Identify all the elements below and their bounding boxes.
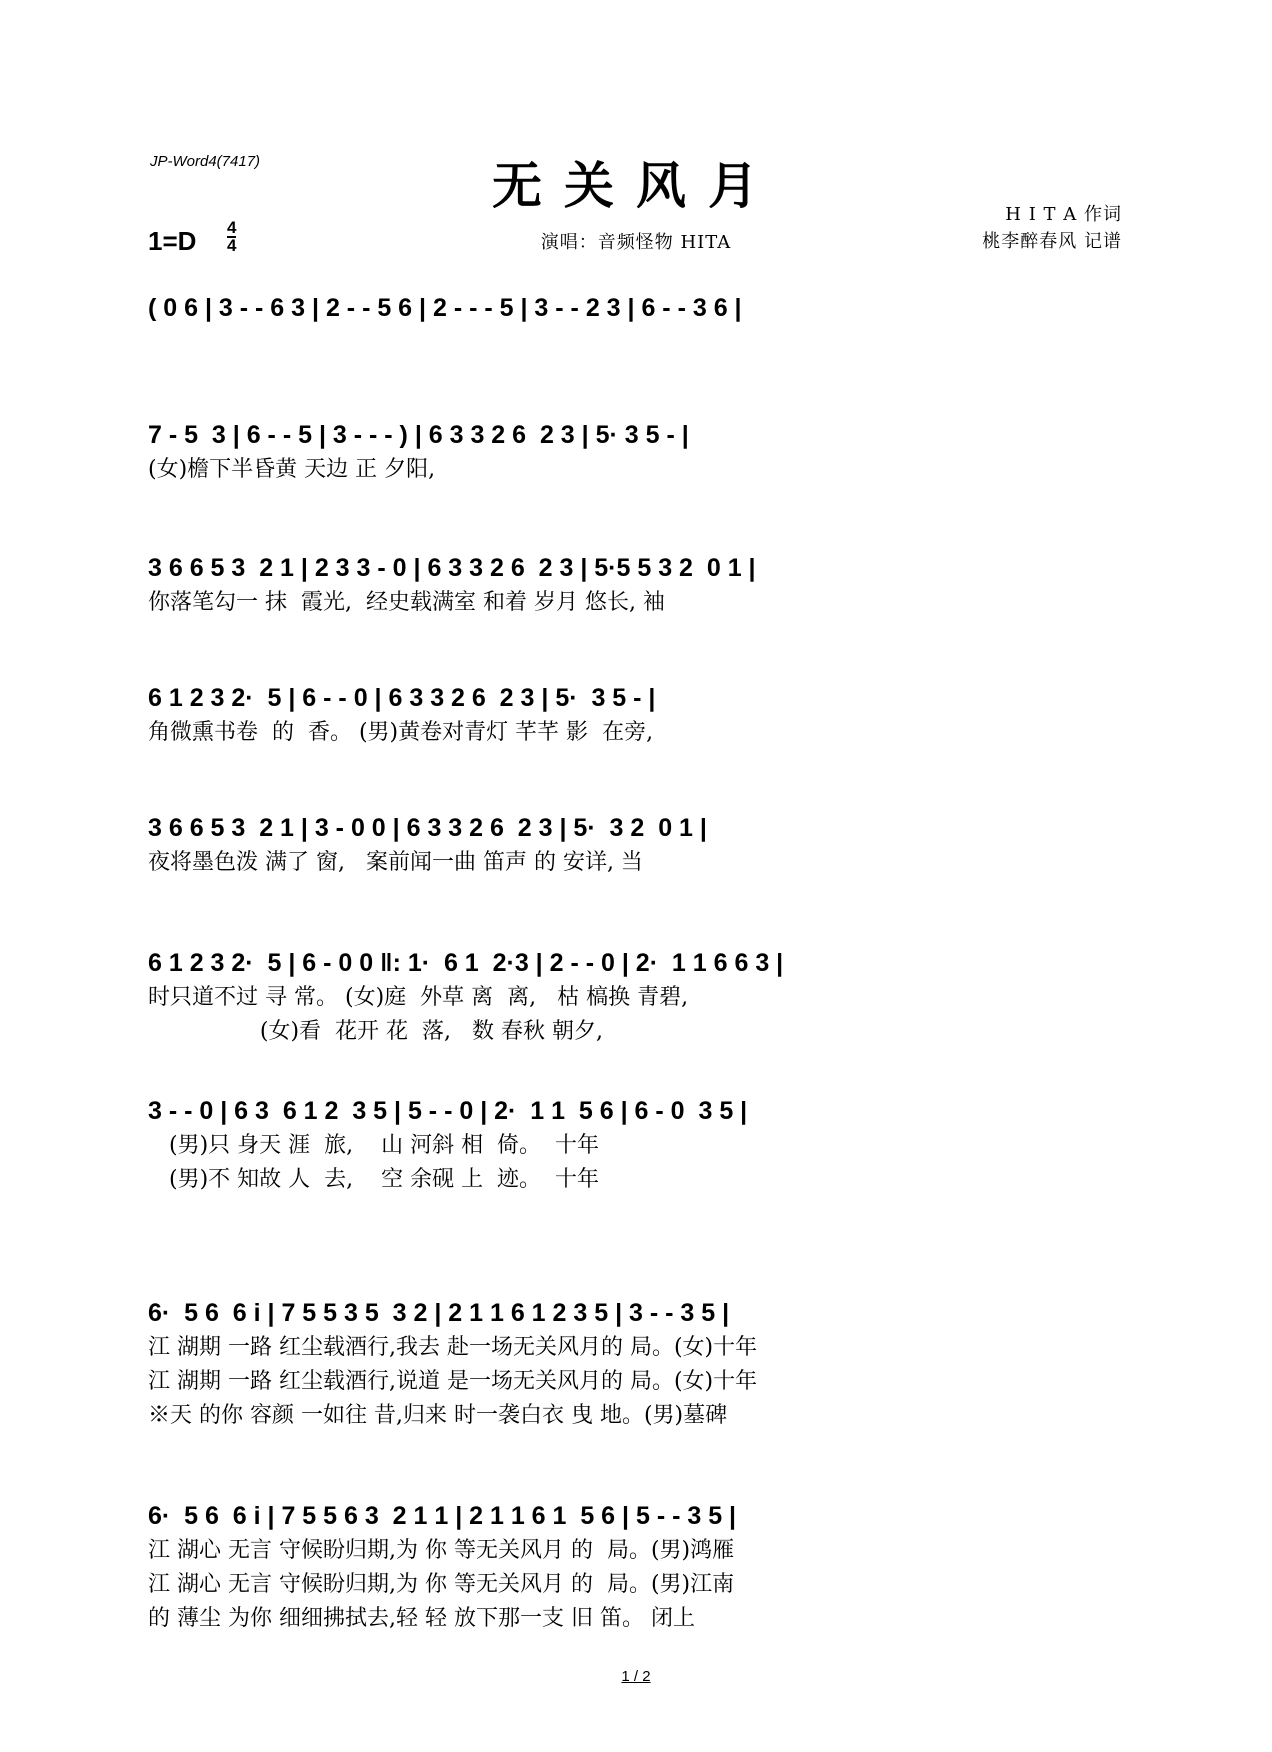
score-system xyxy=(148,1093,1128,1197)
lyric-line: 角微熏书卷 的 香。 (男)黄卷对青灯 芊芊 影 在旁, xyxy=(148,720,654,745)
score-system xyxy=(148,1295,1128,1433)
notation-line: 6 1 2 3 2· 5 | 6 - - 0 | 6 3 3 2 6 2 3 | 5· 3 5 - | xyxy=(148,684,656,712)
lyric-line: 江 湖心 无言 守候盼归期,为 你 等无关风月 的 局。(男)江南 xyxy=(148,1572,735,1597)
lyric-line: 的 薄尘 为你 细细拂拭去,轻 轻 放下那一支 旧 笛。 闭上 xyxy=(148,1606,695,1631)
song-title: 无关风月 xyxy=(492,156,780,215)
lyric-line: 你落笔勾一 抹 霞光, 经史载满室 和着 岁月 悠长, 袖 xyxy=(148,590,665,615)
score-system xyxy=(148,680,1128,750)
key-signature: 1=D xyxy=(148,226,197,256)
notation-line: 7 - 5 3 | 6 - - 5 | 3 - - - ) | 6 3 3 2 6 2 3 | 5· 3 5 - | xyxy=(148,421,689,449)
time-denominator: 4 xyxy=(227,236,237,255)
lyric-line: (男)只 身天 涯 旅, 山 河斜 相 倚。 十年 xyxy=(148,1133,600,1158)
time-numerator: 4 xyxy=(227,218,237,237)
score-system xyxy=(148,810,1128,880)
score-system xyxy=(148,290,1128,326)
lyric-line: (女)看 花开 花 落, 数 春秋 朝夕, xyxy=(148,1019,603,1044)
lyric-line: 江 湖期 一路 红尘载酒行,说道 是一场无关风月的 局。(女)十年 xyxy=(148,1369,758,1394)
page-number-text: 1 / 2 xyxy=(621,1668,651,1685)
lyric-line: 夜将墨色泼 满了 窗, 案前闻一曲 笛声 的 安详, 当 xyxy=(148,850,643,875)
lyric-line: 时只道不过 寻 常。 (女)庭 外草 离 离, 枯 槁换 青碧, xyxy=(148,985,689,1010)
score-system xyxy=(148,1498,1128,1636)
notation-line: 6· 5 6 6 i | 7 5 5 3 5 3 2 | 2 1 1 6 1 2 3 5 | 3 - - 3 5 | xyxy=(148,1299,730,1327)
lyric-line: (女)檐下半昏黄 天边 正 夕阳, xyxy=(148,457,436,482)
notation-line: 3 6 6 5 3 2 1 | 2 3 3 - 0 | 6 3 3 2 6 2 3 | 5·5 5 3 2 0 1 | xyxy=(148,554,756,582)
notation-line: 6 1 2 3 2· 5 | 6 - 0 0 ‖: 1· 6 1 2·3 | 2 - - 0 | 2· 1 1 6 6 3 | xyxy=(148,949,784,977)
score-system xyxy=(148,945,1128,1049)
lyric-line: ※天 的你 容颜 一如往 昔,归来 时一袭白衣 曳 地。(男)墓碑 xyxy=(148,1403,728,1428)
notation-line: ( 0 6 | 3 - - 6 3 | 2 - - 5 6 | 2 - - - 5 | 3 - - 2 3 | 6 - - 3 6 | xyxy=(148,294,742,322)
lyric-line: 江 湖心 无言 守候盼归期,为 你 等无关风月 的 局。(男)鸿雁 xyxy=(148,1538,735,1563)
notation-line: 3 - - 0 | 6 3 6 1 2 3 5 | 5 - - 0 | 2· 1 1 5 6 | 6 - 0 3 5 | xyxy=(148,1097,748,1125)
singer-credit: 演唱：音频怪物 HITA xyxy=(540,232,732,253)
notation-line: 3 6 6 5 3 2 1 | 3 - 0 0 | 6 3 3 2 6 2 3 | 5· 3 2 0 1 | xyxy=(148,814,707,842)
transcriber-credit: 桃李醉春风 记谱 xyxy=(982,231,1122,252)
software-label: JP-Word4(7417) xyxy=(150,153,261,170)
score-system xyxy=(148,417,1128,487)
lyric-line: (男)不 知故 人 去, 空 余砚 上 迹。 十年 xyxy=(148,1167,600,1192)
score-system xyxy=(148,550,1128,620)
notation-line: 6· 5 6 6 i | 7 5 5 6 3 2 1 1 | 2 1 1 6 1 5 6 | 5 - - 3 5 | xyxy=(148,1502,737,1530)
lyric-line: 江 湖期 一路 红尘载酒行,我去 赴一场无关风月的 局。(女)十年 xyxy=(148,1335,758,1360)
lyricist-credit: H I T A 作词 xyxy=(1005,204,1122,225)
page-number xyxy=(0,1668,1272,1685)
